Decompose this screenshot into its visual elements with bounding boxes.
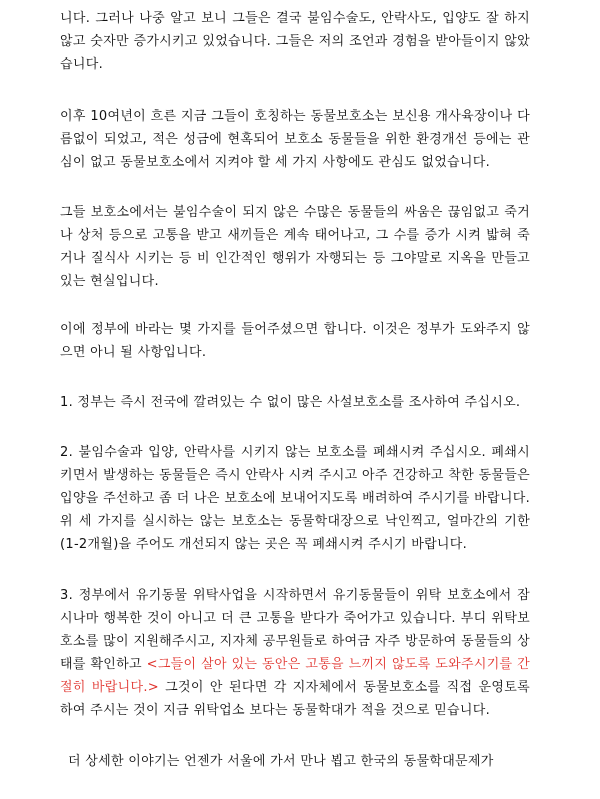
request-3-text-before: 3. 정부에서 유기동물 위탁사업을 시작하면서 유기동물들이 위탁 보호소에서 잠시나마 행복한 것이 아니고 더 큰 고통을 받다가 죽어가고 있습니다. 부디 위탁보호소를 많이 지원해주시고, 지자체 공무원들로 하여금 자주 방문하여 동물들의 상태를 확인하고 xyxy=(60,588,530,672)
paragraph-1: 니다. 그러나 나중 알고 보니 그들은 결국 불임수술도, 안락사도, 입양도 잘 하지 않고 숫자만 증가시키고 있었습니다. 그들은 저의 조언과 경험을 받아들이지 않았습니다. xyxy=(60,11,535,72)
paragraph-closing: 더 상세한 이야기는 언젠가 서울에 가서 만나 뵙고 한국의 동물학대문제가 xyxy=(68,754,494,769)
paragraph-request-2: 2. 불임수술과 입양, 안락사를 시키지 않는 보호소를 폐쇄시켜 주십시오. 폐쇄시키면서 발생하는 동물들은 즉시 안락사 시켜 주시고 아주 건강하고 착한 동물들은 입양을 주선하고 좀 더 나은 보호소에 보내어지도록 배려하여 주시기를 바랍니다. 위 세 가지를 실시하는 않는 보호소는 동물학대장으로 낙인찍고, 얼마간의 기한(1-2개월)을 주어도 개선되지 않는 곳은 꼭 폐쇄시켜 주시기 바랍니다. xyxy=(60,445,535,552)
request-3-highlight: <그들이 살아 있는 동안은 고통을 느끼지 않도록 도와주시기를 간절히 바랍니다.> xyxy=(60,657,530,695)
paragraph-request-3 xyxy=(60,584,535,722)
paragraph-3: 그들 보호소에서는 불임수술이 되지 않은 수많은 동물들의 싸움은 끊임없고 죽거나 상처 등으로 고통을 받고 새끼들은 계속 태어나고, 그 수를 증가 시켜 밟혀 죽거나 질식사 시키는 등 비 인간적인 행위가 자행되는 등 그야말로 지옥을 만들고 있는 현실입니다. xyxy=(60,205,535,289)
paragraph-2: 이후 10여년이 흐른 지금 그들이 호칭하는 동물보호소는 보신용 개사육장이나 다름없이 되었고, 적은 성금에 현혹되어 보호소 동물들을 위한 환경개선 등에는 관심이 없고 동물보호소에서 지켜야 할 세 가지 사항에도 관심도 없었습니다. xyxy=(60,109,530,170)
request-3-text-after: 그것이 안 된다면 각 지자체에서 동물보호소를 직접 운영토록 하여 주시는 것이 지금 위탁업소 보다는 동물학대가 적을 것으로 믿습니다. xyxy=(60,680,535,718)
paragraph-request-1: 1. 정부는 즉시 전국에 깔려있는 수 없이 많은 사설보호소를 조사하여 주십시오. xyxy=(60,395,521,410)
paragraph-4: 이에 정부에 바라는 몇 가지를 들어주셨으면 합니다. 이것은 정부가 도와주지 않으면 아니 될 사항입니다. xyxy=(60,322,530,360)
letter-document xyxy=(60,0,535,799)
